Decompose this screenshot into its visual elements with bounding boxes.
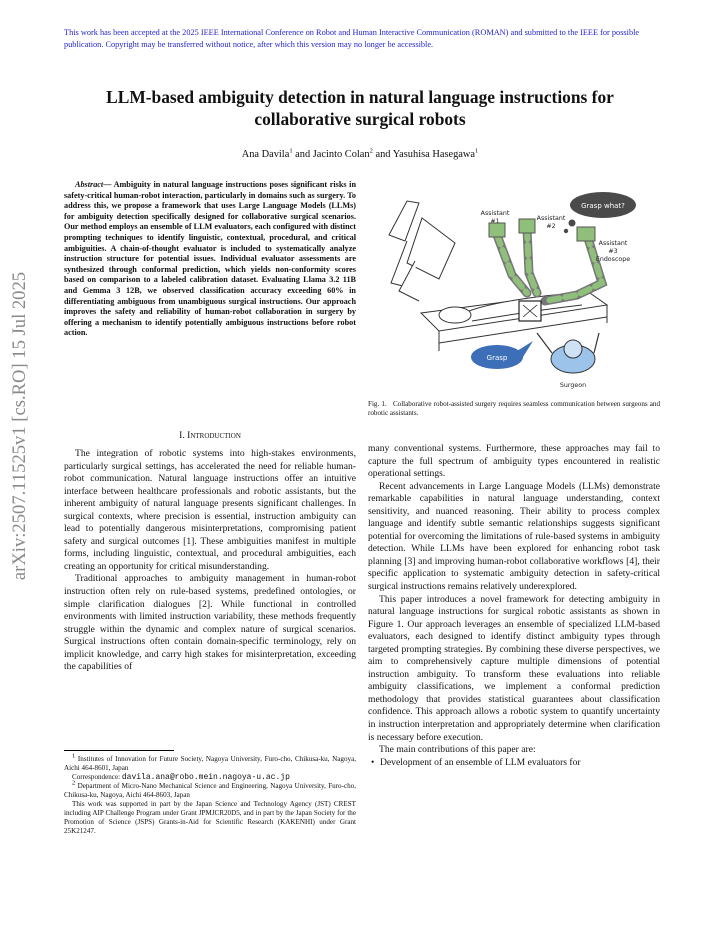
surgical-robot-illustration xyxy=(377,183,655,395)
paragraph: The main contributions of this paper are: xyxy=(379,744,536,756)
paragraph: many conventional systems. Furthermore, these approaches may fail to capture the full spectrum of ambiguity types encountered in realistic operational settings. xyxy=(368,443,660,480)
affiliation-mark: 2 xyxy=(369,147,373,155)
assistant-2-label: Assistant xyxy=(536,215,566,222)
paragraph: The integration of robotic systems into high-stakes environments, particularly surgical settings, has accelerated the need for reliable human-robot communication. Natural language instructions offer an intuitive interface between healthcare professionals and robotic assistants, but the inherent ambiguity of natural language presents significant challenges. In surgical contexts, where precision is essential, instruction ambiguity can lead to potentially dangerous misinterpretations, compromising patient safety and surgical outcomes [1]. These ambiguities manifest in multiple forms, including linguistic, contextual, and procedural ambiguities, each creating an opportunity for critical misunderstanding. xyxy=(64,448,356,572)
assistant-3-label: Assistant xyxy=(598,240,628,247)
abstract-label: Abstract xyxy=(75,180,104,189)
author-name: Ana Davila xyxy=(241,149,290,160)
assistant-2-number: #2 xyxy=(546,223,556,230)
publication-notice[interactable]: This work has been accepted at the 2025 IEEE International Conference on Robot and Human Interactive Communication (ROMAN) and submitted to the IEEE for possible publication. Copyright may be transferred without notice, after which this version may no longer be accessible. xyxy=(64,28,640,49)
left-column-body xyxy=(64,448,356,674)
caption-label: Fig. 1. xyxy=(368,400,387,408)
section-title: Introduction xyxy=(187,430,241,441)
paragraph: This paper introduces a novel framework for detecting ambiguity in natural language instructions for surgical robotic assistants as shown in Figure 1. Our approach leverages an ensemble of specialized LLM-based evaluators, each designed to identify distinct ambiguity types through targeted prompting strategies. By combining these diverse perspectives, we aim to comprehensively capture multiple dimensions of potential instruction ambiguity. To transform these evaluations into reliable ambiguity classifications, we implement a conformal prediction methodology that provides statistical guarantees about classification confidence. This approach allows a robotic system to quantify uncertainty in instruction interpretation and appropriately determine when clarification is necessary before execution. xyxy=(368,593,660,743)
abstract-text: — Ambiguity in natural language instructions poses significant risks in safety-critical human-robot interaction, particularly in domains such as surgery. To address this, we propose a framework that uses Large Language Models (LLMs) for ambiguity detection specifically designed for collaborative surgical scenarios. Our method employs an ensemble of LLM evaluators, each configured with distinct prompting techniques to identify linguistic, contextual, procedural, and critical ambiguities. A chain-of-thought evaluator is included to systematically analyze instruction structure for potential issues. Individual evaluator assessments are synthesized through conformal prediction, which yields non-conformity scores based on comparison to a labeled calibration dataset. Evaluating Llama 3.2 11B and Gemma 3 12B, we observed classification accuracy exceeding 60% in differentiating ambiguous from unambiguous surgical instructions. Our approach improves the safety and reliability of human-robot collaboration in surgery by offering a mechanism to identify potentially ambiguous instructions before robot action. xyxy=(64,180,356,338)
footnote-2: Department of Micro-Nano Mechanical Science and Engineering, Nagoya University, Furo-cho, Chikusa-ku, Nagoya, Aichi 464-8603, Japan xyxy=(64,782,356,799)
correspondence-label: Correspondence: xyxy=(72,773,122,781)
footnote-1: Institutes of Innovation for Future Society, Nagoya University, Furo-cho, Chikusa-ku, Nagoya, Aichi 464-8601, Japan xyxy=(64,755,356,772)
author-separator: and xyxy=(292,149,313,160)
assistant-3-number: #3 xyxy=(608,248,618,255)
funding-note: This work was supported in part by the Japan Science and Technology Agency (JST) CREST including AIP Challenge Program under Grant JPMJCR20D5, and in part by the Japan Society for the Promotion of Science (JSPS) Grants-in-Aid for Scientific Research (KAKENHI) under Grant 25K21247. xyxy=(64,800,356,835)
surgeon-figure xyxy=(537,333,599,373)
section-number: I. xyxy=(179,430,188,441)
caption-text: Collaborative robot-assisted surgery requires seamless communication between surgeons and robotic assistants. xyxy=(368,400,660,417)
bubble-robot-text: Grasp what? xyxy=(581,202,625,210)
assistant-1-label: Assistant xyxy=(480,210,510,217)
figure-1 xyxy=(377,183,655,395)
email-link[interactable]: davila.ana@robo.mein.nagoya-u.ac.jp xyxy=(121,773,290,782)
figure-caption xyxy=(368,400,660,418)
affiliation-mark: 1 xyxy=(475,147,479,155)
author-list xyxy=(60,149,660,160)
surgeon-label: Surgeon xyxy=(559,382,587,389)
footnote-rule xyxy=(64,750,174,751)
contributions-list xyxy=(368,757,660,770)
paper-title: LLM-based ambiguity detection in natural language instructions for collaborative surgical robots xyxy=(106,87,614,129)
affiliation-mark: 1 xyxy=(289,147,293,155)
list-item: • Development of an ensemble of LLM evaluators for xyxy=(380,757,660,770)
endoscope-label: Endoscope xyxy=(595,256,631,263)
right-column-body xyxy=(368,443,660,769)
assistant-1-number: #1 xyxy=(490,218,500,225)
author-separator: and xyxy=(372,149,393,160)
abstract xyxy=(64,180,356,339)
arxiv-side-label: arXiv:2507.11525v1 [cs.RO] 15 Jul 2025 xyxy=(9,271,30,581)
paragraph: Traditional approaches to ambiguity management in human-robot instruction often rely on rule-based systems, predefined ontologies, or simple clarification dialogues [2]. While functional in controlled environments with limited instruction variability, these methods frequently struggle within the dynamic and complex nature of surgical scenarios. Surgical instructions often contain domain-specific terminology, rely on implicit knowledge, and carry high stakes for misinterpretation, exceeding the capabilities of xyxy=(64,573,356,673)
footnotes: $^1$ Institutes of Innovation for Future Society, Nagoya University, Furo-cho, Chikusa-ku, Nagoya, Aichi 464-8601, Japan Correspondence: davila.ana@robo.mein.nagoya-u.ac.jp $^2$ Department of Micro-Nano Mechanical Science and Engineering, Nagoya University, Furo-cho, Chikusa-ku, Nagoya, Aichi 464-8603, Japan This work was supported in part by the Japan Science and Technology Agency (JST) CREST including AIP Challenge Program under Grant JPMJCR20D5, and in part by the Japan Society for the Promotion of Science (JSPS) Grants-in-Aid for Scientific Research (KAKENHI) under Grant 25K21247. xyxy=(64,752,356,835)
paragraph: Recent advancements in Large Language Models (LLMs) demonstrate remarkable capabilities in natural language understanding, context sensitivity, and nuanced reasoning. Their ability to process complex language and identify subtle semantic relationships suggests significant potential for overcoming the limitations of rule-based systems in ambiguity detection. While LLMs have been explored for enhancing robot task planning [3] and improving human-robot collaborative workflows [4], their specific application to systematic ambiguity detection in safety-critical surgical instructions remains relatively underexplored. xyxy=(368,480,660,593)
section-heading xyxy=(64,430,356,441)
author-name: Yasuhisa Hasegawa xyxy=(392,149,476,160)
author-name: Jacinto Colan xyxy=(312,149,370,160)
bubble-surgeon-text: Grasp xyxy=(486,354,508,362)
assistant-robot-3 xyxy=(545,227,602,301)
